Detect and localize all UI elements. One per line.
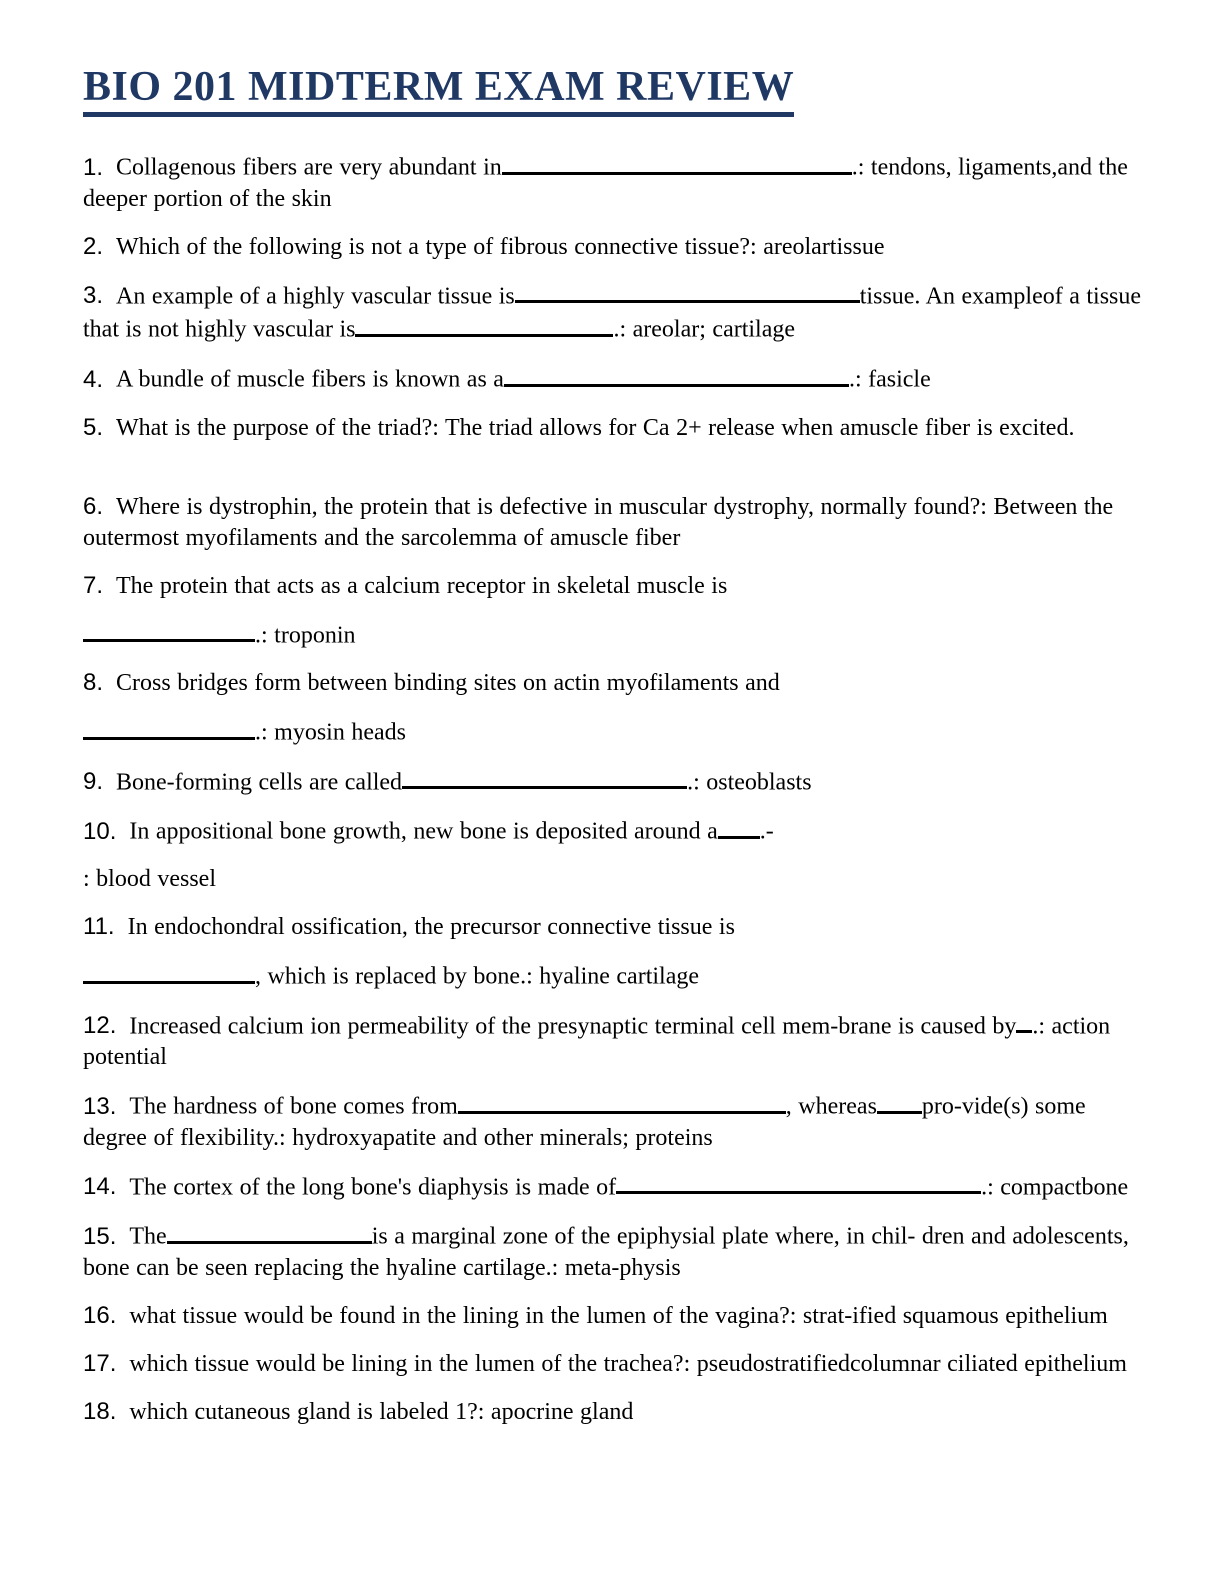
question-number: 5. xyxy=(83,413,104,441)
question-number: 3. xyxy=(83,282,104,310)
question-item xyxy=(83,150,1142,215)
question-text: An example of a highly vascular tissue is xyxy=(116,283,515,310)
question-item xyxy=(83,1009,1142,1074)
question-number: 15. xyxy=(83,1222,117,1250)
answer-blank xyxy=(83,959,255,984)
question-item xyxy=(83,1348,1142,1380)
question-text: In appositional bone growth, new bone is deposited around a xyxy=(129,818,718,845)
question-number: 10. xyxy=(83,817,117,845)
question-item xyxy=(83,231,1142,263)
question-number: 9. xyxy=(83,768,104,796)
question-text: , whereas xyxy=(785,1093,877,1120)
answer-blank xyxy=(616,1170,981,1195)
question-item xyxy=(83,279,1142,346)
question-text: which cutaneous gland is labeled 1?: apocrine gland xyxy=(129,1398,634,1425)
question-text: In endochondral ossification, the precursor connective tissue is xyxy=(127,913,735,940)
question-text: The protein that acts as a calcium receptor in skeletal muscle is xyxy=(116,572,728,599)
question-number: 18. xyxy=(83,1397,117,1425)
question-item xyxy=(83,911,1142,943)
answer-blank xyxy=(458,1089,786,1114)
question-text: .: compactbone xyxy=(981,1174,1129,1201)
question-text: Cross bridges form between binding sites on actin myofilaments and xyxy=(116,670,780,697)
question-number: 7. xyxy=(83,571,104,599)
question-item xyxy=(83,1219,1142,1284)
question-item xyxy=(83,412,1142,444)
question-number: 2. xyxy=(83,232,104,260)
question-number: 14. xyxy=(83,1173,117,1201)
question-item xyxy=(83,1300,1142,1332)
question-number: 17. xyxy=(83,1349,117,1377)
question-text: .: areolar; cartilage xyxy=(613,316,796,343)
question-number: 12. xyxy=(83,1012,117,1040)
question-item xyxy=(83,491,1142,554)
question-text: .: action potential xyxy=(83,1013,1111,1071)
question-number: 1. xyxy=(83,153,104,181)
question-text: is a marginal zone of the epiphysial plate where, in chil- dren and adolescents, bone can be seen replacing the hyaline cartilage.: meta-physis xyxy=(83,1223,1129,1281)
question-text: Increased calcium ion permeability of the presynaptic terminal cell mem-brane is caused by xyxy=(129,1013,1017,1040)
question-text: .: tendons, ligaments,and the deeper portion of the skin xyxy=(83,154,1128,212)
answer-blank xyxy=(1016,1009,1032,1034)
question-text: pro-vide(s) some degree of flexibility.: hydroxyapatite and other minerals; proteins xyxy=(83,1093,1086,1151)
question-text: The xyxy=(129,1223,167,1250)
question-number: 6. xyxy=(83,492,104,520)
question-text: .: osteoblasts xyxy=(687,769,812,796)
answer-blank xyxy=(504,362,849,387)
question-text: tissue. An exampleof a tissue that is not highly vascular is xyxy=(83,283,1142,343)
page-title: BIO 201 MIDTERM EXAM REVIEW xyxy=(83,64,794,117)
question-text: The cortex of the long bone's diaphysis is made of xyxy=(129,1174,617,1201)
question-text: .: fasicle xyxy=(848,366,931,393)
question-number: 11. xyxy=(83,912,115,940)
answer-blank xyxy=(877,1089,922,1114)
question-item xyxy=(83,1396,1142,1428)
question-item xyxy=(83,765,1142,799)
question-number: 13. xyxy=(83,1092,117,1120)
question-continuation xyxy=(83,864,1142,895)
question-text: , which is replaced by bone.: hyaline cartilage xyxy=(255,963,699,990)
question-item xyxy=(83,667,1142,699)
answer-blank xyxy=(502,150,852,175)
answer-blank xyxy=(402,765,687,790)
question-item xyxy=(83,814,1142,848)
question-number: 8. xyxy=(83,669,104,697)
question-number: 4. xyxy=(83,365,104,393)
question-number: 16. xyxy=(83,1301,117,1329)
question-text: Which of the following is not a type of fibrous connective tissue?: areolartissue xyxy=(116,233,885,260)
question-list xyxy=(83,150,1142,1428)
question-continuation xyxy=(83,959,1142,993)
answer-blank xyxy=(718,814,760,839)
question-text: Bone-forming cells are called xyxy=(116,769,403,796)
question-text: .: troponin xyxy=(255,622,356,649)
answer-blank xyxy=(355,312,613,337)
answer-blank xyxy=(83,715,255,740)
answer-blank xyxy=(83,618,255,643)
question-text: A bundle of muscle fibers is known as a xyxy=(116,366,504,393)
answer-blank xyxy=(515,279,860,304)
question-text: : blood vessel xyxy=(83,865,216,892)
question-continuation xyxy=(83,618,1142,652)
question-continuation xyxy=(83,715,1142,749)
question-item xyxy=(83,570,1142,602)
question-text: which tissue would be lining in the lumen of the trachea?: pseudostratifiedcolumnar ciliated epithelium xyxy=(129,1350,1127,1377)
question-item xyxy=(83,362,1142,396)
question-text: what tissue would be found in the lining in the lumen of the vagina?: strat-ified squamous epithelium xyxy=(129,1302,1108,1329)
question-text: The hardness of bone comes from xyxy=(129,1093,458,1120)
question-item xyxy=(83,1170,1142,1204)
answer-blank xyxy=(167,1219,372,1244)
question-text: .: myosin heads xyxy=(255,719,406,746)
question-text: What is the purpose of the triad?: The triad allows for Ca 2+ release when amuscle fiber is excited. xyxy=(116,414,1075,441)
question-item xyxy=(83,1089,1142,1154)
question-text: Collagenous fibers are very abundant in xyxy=(116,154,502,181)
question-text: Where is dystrophin, the protein that is defective in muscular dystrophy, normally found?: Between the outermost myofilaments and the sarcolemma of amuscle fiber xyxy=(83,493,1114,551)
question-text: .- xyxy=(759,818,774,845)
